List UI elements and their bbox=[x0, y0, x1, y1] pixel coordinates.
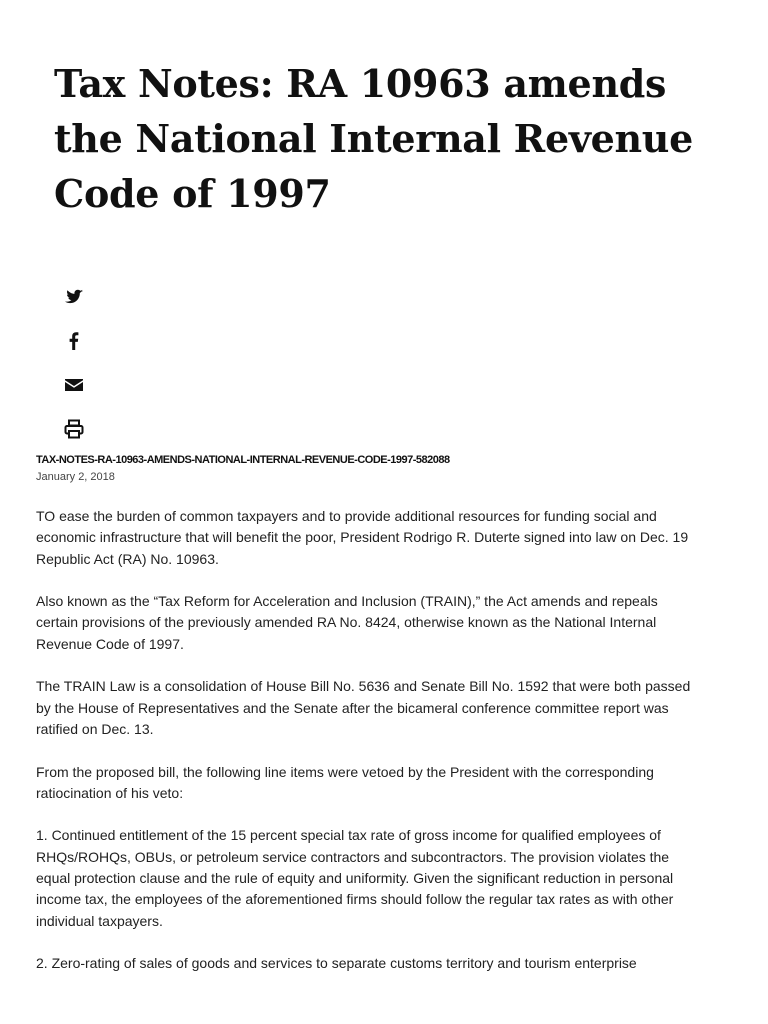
article-body bbox=[36, 506, 698, 996]
print-button[interactable] bbox=[62, 417, 86, 441]
facebook-icon bbox=[62, 329, 86, 353]
article-headline: Tax Notes: RA 10963 amends the National Internal Revenue Code of 1997 bbox=[54, 61, 694, 216]
twitter-icon bbox=[62, 285, 86, 309]
article-paragraph: Also known as the “Tax Reform for Acceleration and Inclusion (TRAIN),” the Act amends and repeals certain provisions of the previously amended RA No. 8424, otherwise known as the National Internal Revenue Code of 1997. bbox=[36, 593, 658, 652]
article-paragraph: 2. Zero-rating of sales of goods and services to separate customs territory and tourism enterprise bbox=[36, 955, 637, 972]
article-date: January 2, 2018 bbox=[36, 471, 115, 483]
article-slug: TAX-NOTES-RA-10963-AMENDS-NATIONAL-INTERNAL-REVENUE-CODE-1997-582088 bbox=[36, 454, 450, 466]
facebook-share-button[interactable] bbox=[62, 329, 86, 353]
article-paragraph: TO ease the burden of common taxpayers and to provide additional resources for funding social and economic infrastructure that will benefit the poor, President Rodrigo R. Duterte signed into law on Dec. 19 Republic Act (RA) No. 10963. bbox=[36, 508, 689, 567]
article-paragraph: From the proposed bill, the following line items were vetoed by the President with the corresponding ratiocination of his veto: bbox=[36, 763, 654, 801]
email-icon bbox=[62, 373, 86, 397]
share-bar bbox=[62, 285, 88, 461]
article-paragraph: 1. Continued entitlement of the 15 percent special tax rate of gross income for qualified employees of RHQs/ROHQs, OBUs, or petroleum service contractors and subcontractors. The provision violates the equal protection clause and the rule of equity and uniformity. Given the significant reduction in personal income tax, the employees of the aforementioned firms should follow the regular tax rates as with other individual taxpayers. bbox=[36, 827, 674, 929]
email-share-button[interactable] bbox=[62, 373, 86, 397]
print-icon bbox=[62, 417, 86, 441]
article-paragraph: The TRAIN Law is a consolidation of House Bill No. 5636 and Senate Bill No. 1592 that were both passed by the House of Representatives and the Senate after the bicameral conference committee report was ratified on Dec. 13. bbox=[36, 678, 691, 737]
twitter-share-button[interactable] bbox=[62, 285, 86, 309]
